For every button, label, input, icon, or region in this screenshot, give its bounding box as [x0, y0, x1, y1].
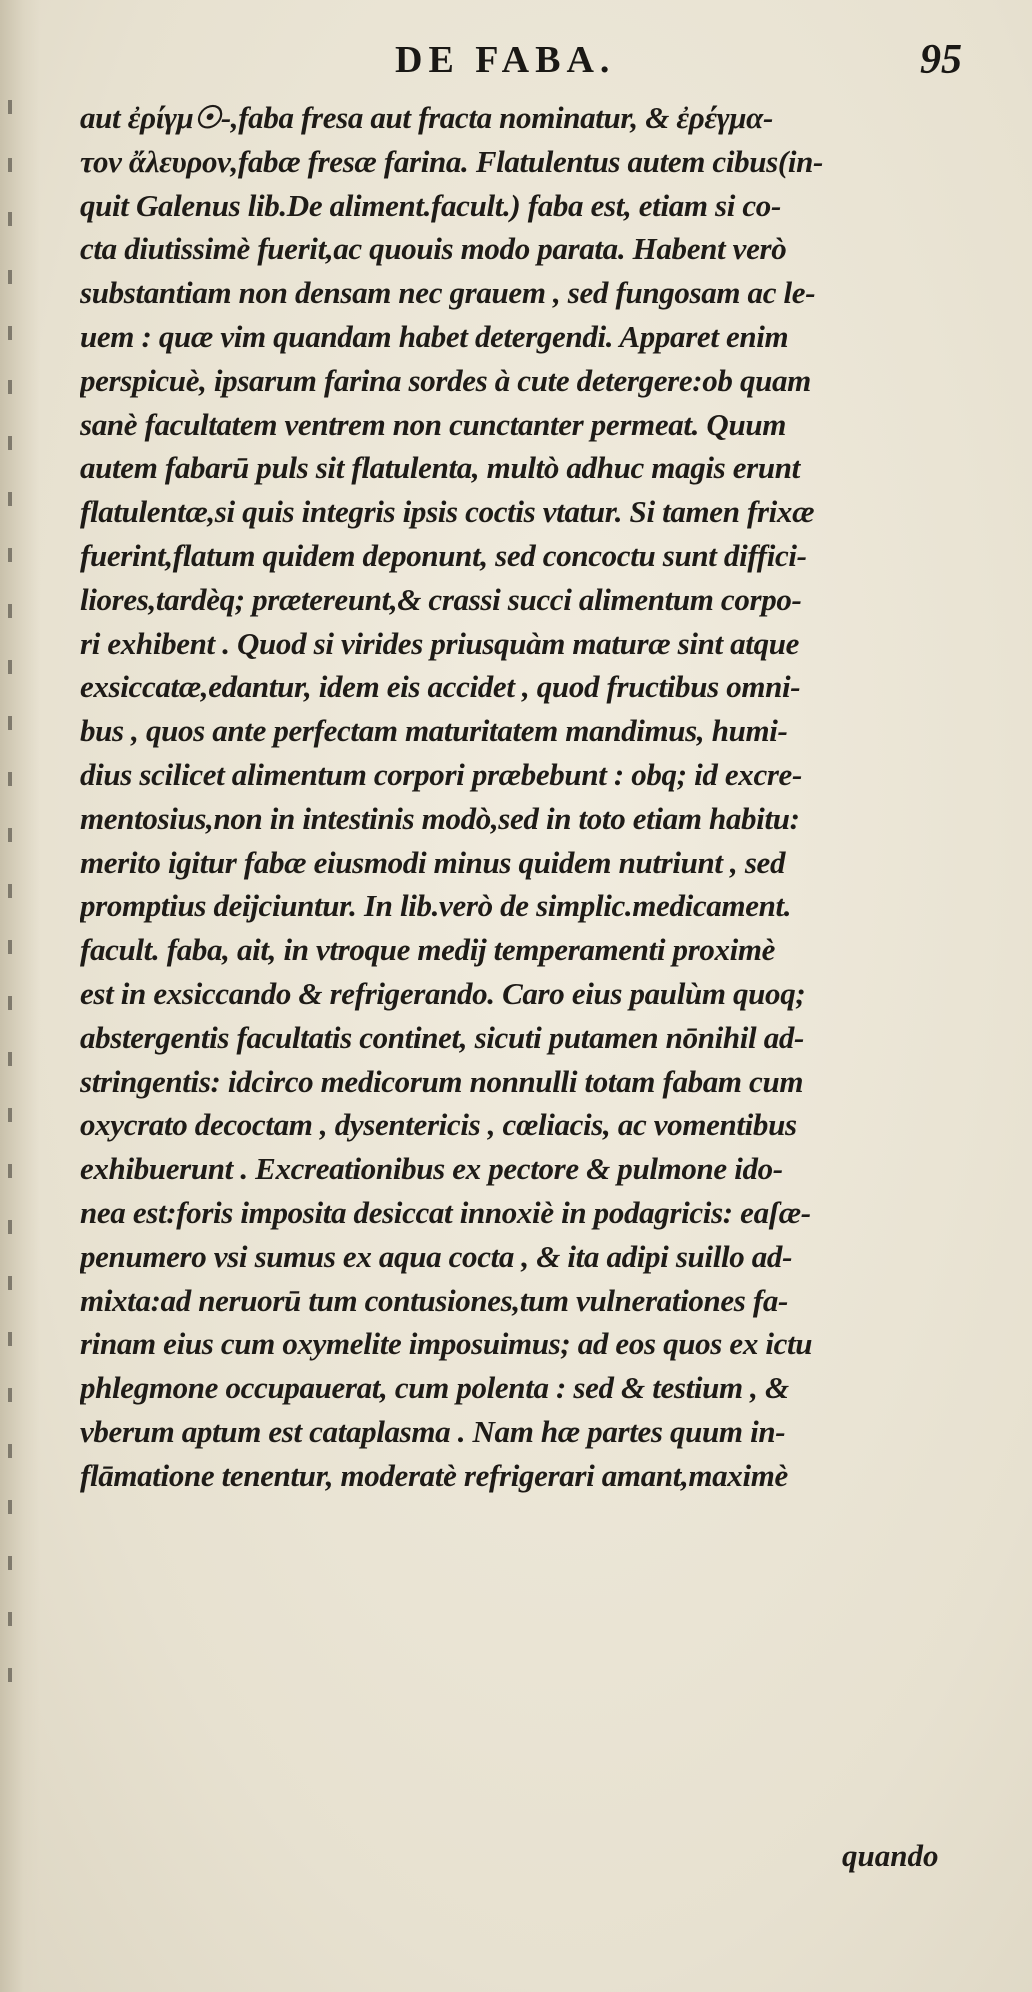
text-line: substantiam non densam nec grauem , sed fungosam ac le-: [80, 275, 816, 311]
text-line: penumero vsi sumus ex aqua cocta , & ita adipi suillo ad-: [80, 1238, 793, 1274]
text-line: quit Galenus lib.De aliment.facult.) faba est, etiam si co-: [80, 187, 781, 223]
text-line: perspicuè, ipsarum farina sordes à cute detergere:ob quam: [80, 362, 811, 398]
text-line: τον ἄλευρον,fabæ fresæ farina. Flatulentus autem cibus(in-: [80, 143, 823, 179]
text-line: flāmatione tenentur, moderatè refrigerari amant,maximè: [80, 1457, 788, 1493]
text-line: aut ἐρίγμ☉-,faba fresa aut fracta nominatur, & ἐρέγμα-: [80, 100, 773, 135]
text-line: facult. faba, ait, in vtroque medij temperamenti proximè: [80, 932, 776, 968]
text-line: nea est:foris imposita desiccat innoxiè in podagricis: eaſæ-: [80, 1194, 811, 1230]
text-line: abstergentis facultatis continet, sicuti putamen nōnihil ad-: [80, 1019, 804, 1055]
body-text: [80, 96, 985, 1498]
text-line: merito igitur fabæ eiusmodi minus quidem nutriunt , sed: [80, 844, 786, 880]
text-line: rinam eius cum oxymelite imposuimus; ad eos quos ex ictu: [80, 1326, 813, 1362]
text-line: sanè facultatem ventrem non cunctanter permeat. Quum: [80, 406, 787, 442]
running-title: DE FABA.: [395, 39, 616, 81]
text-line: ri exhibent . Quod si virides priusquàm maturæ sint atque: [80, 625, 800, 661]
gutter-marks: [8, 100, 22, 1780]
text-line: mixta:ad neruorū tum contusiones,tum vulnerationes fa-: [80, 1282, 789, 1318]
text-line: cta diutissimè fuerit,ac quouis modo parata. Habent verò: [80, 231, 787, 267]
text-line: phlegmone occupauerat, cum polenta : sed & testium , &: [80, 1370, 789, 1406]
text-line: exhibuerunt . Excreationibus ex pectore & pulmone ido-: [80, 1151, 783, 1187]
text-line: mentosius,non in intestinis modò,sed in toto etiam habitu:: [80, 800, 800, 836]
text-line: exsiccatæ,edantur, idem eis accidet , quod fructibus omni-: [80, 669, 801, 705]
catchword: quando: [842, 1838, 939, 1873]
page-number: 95: [920, 37, 962, 83]
page-header: [0, 38, 1032, 88]
catchword-row: [0, 1838, 1032, 1888]
text-line: flatulentæ,si quis integris ipsis coctis vtatur. Si tamen frixæ: [80, 494, 815, 530]
text-line: dius scilicet alimentum corpori præbebunt : obq; id excre-: [80, 756, 802, 792]
text-line: vberum aptum est cataplasma . Nam hæ partes quum in-: [80, 1413, 786, 1449]
text-line: est in exsiccando & refrigerando. Caro eius paulùm quoq;: [80, 975, 806, 1011]
text-line: promptius deijciuntur. In lib.verò de simplic.medicament.: [80, 888, 792, 924]
text-line: liores,tardèq; prætereunt,& crassi succi alimentum corpo-: [80, 581, 802, 617]
text-line: stringentis: idcirco medicorum nonnulli totam fabam cum: [80, 1063, 804, 1099]
text-line: fuerint,flatum quidem deponunt, sed concoctu sunt diffici-: [80, 537, 807, 573]
text-line: uem : quæ vim quandam habet detergendi. Apparet enim: [80, 318, 789, 354]
text-line: oxycrato decoctam , dysentericis , cœliacis, ac vomentibus: [80, 1107, 797, 1143]
text-line: autem fabarū puls sit flatulenta, multò adhuc magis erunt: [80, 450, 800, 486]
text-line: bus , quos ante perfectam maturitatem mandimus, humi-: [80, 713, 788, 749]
